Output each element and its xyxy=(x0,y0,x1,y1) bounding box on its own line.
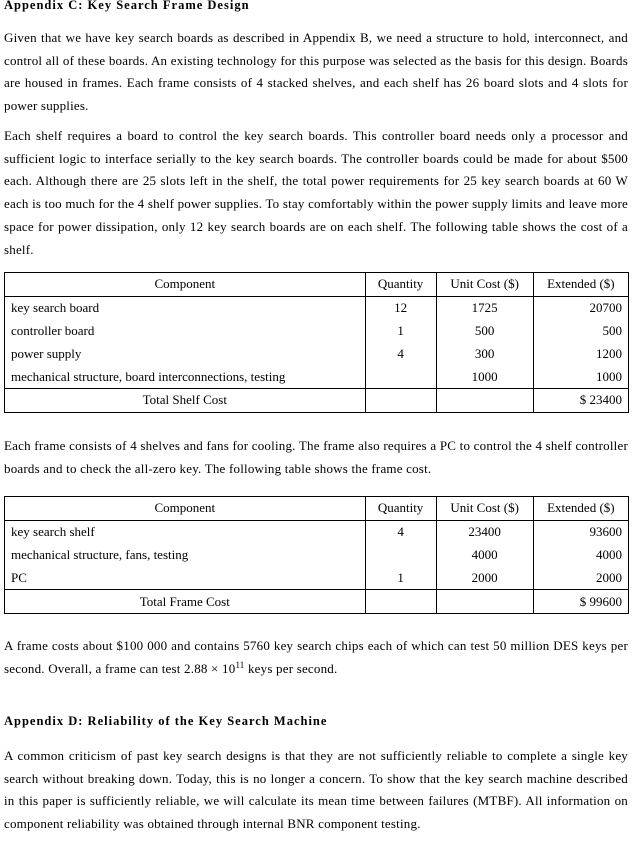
cell-unit-cost: 4000 xyxy=(436,544,533,567)
appendix-c-paragraph-3: Each frame consists of 4 shelves and fans for cooling. The frame also requires a PC to control the 4 shelf controller boards and to check the all-zero key. The following table shows the frame cost. xyxy=(4,438,628,476)
frame-cost-table xyxy=(4,496,629,614)
header-unit-cost: Unit Cost ($) xyxy=(436,497,533,521)
total-value: $ 23400 xyxy=(533,388,628,412)
cell-component: mechanical structure, fans, testing xyxy=(5,544,366,567)
appendix-c-paragraph-4 xyxy=(4,635,628,680)
appendix-d-heading: Appendix D: Reliability of the Key Search Machine xyxy=(4,714,328,728)
header-unit-cost: Unit Cost ($) xyxy=(436,273,533,297)
total-empty-cell xyxy=(436,590,533,614)
cell-quantity: 4 xyxy=(365,342,436,365)
table-row xyxy=(5,566,629,589)
table-total-row xyxy=(5,388,629,412)
cell-quantity: 4 xyxy=(365,520,436,543)
total-empty-cell xyxy=(436,388,533,412)
appendix-c-paragraph-2: Each shelf requires a board to control the key search boards. This controller board needs only a processor and sufficient logic to interface serially to the key search boards. The controller boards could be made for about $500 each. Although there are 25 slots left in the shelf, the total power requirements for 25 key search boards at 60 W each is too much for the 4 shelf power supplies. To stay comfortably within the power supply limits and leave more space for power dissipation, only 12 key search boards are on each shelf. The following table shows the cost of a shelf. xyxy=(4,128,628,257)
cell-extended: 1000 xyxy=(533,365,628,388)
header-extended: Extended ($) xyxy=(533,273,628,297)
cell-quantity xyxy=(365,544,436,567)
cell-quantity: 1 xyxy=(365,320,436,343)
cell-unit-cost: 1725 xyxy=(436,296,533,319)
table-row xyxy=(5,544,629,567)
header-component: Component xyxy=(5,273,366,297)
header-component: Component xyxy=(5,497,366,521)
table-header-row xyxy=(5,273,629,297)
cell-extended: 93600 xyxy=(533,520,628,543)
cell-quantity xyxy=(365,365,436,388)
cell-extended: 1200 xyxy=(533,342,628,365)
table-row xyxy=(5,296,629,319)
total-value: $ 99600 xyxy=(533,590,628,614)
frame-summary-text: A frame costs about $100 000 and contains 5760 key search chips each of which can test 50 million DES keys per second. Overall, a frame can test 2.88 × 10 xyxy=(4,638,628,676)
total-label: Total Shelf Cost xyxy=(5,388,366,412)
table-row xyxy=(5,520,629,543)
header-quantity: Quantity xyxy=(365,497,436,521)
appendix-c-heading: Appendix C: Key Search Frame Design xyxy=(4,0,250,12)
cell-component: key search board xyxy=(5,296,366,319)
cell-extended: 500 xyxy=(533,320,628,343)
cell-component: mechanical structure, board interconnections, testing xyxy=(5,365,366,388)
total-empty-cell xyxy=(365,388,436,412)
table-row xyxy=(5,320,629,343)
cell-unit-cost: 300 xyxy=(436,342,533,365)
cell-unit-cost: 23400 xyxy=(436,520,533,543)
cell-component: power supply xyxy=(5,342,366,365)
cell-extended: 20700 xyxy=(533,296,628,319)
total-label: Total Frame Cost xyxy=(5,590,366,614)
cell-extended: 4000 xyxy=(533,544,628,567)
cell-unit-cost: 500 xyxy=(436,320,533,343)
cell-component: controller board xyxy=(5,320,366,343)
table-row xyxy=(5,365,629,388)
shelf-cost-table xyxy=(4,272,629,413)
cell-quantity: 1 xyxy=(365,566,436,589)
cell-component: key search shelf xyxy=(5,520,366,543)
table-total-row xyxy=(5,590,629,614)
header-extended: Extended ($) xyxy=(533,497,628,521)
total-empty-cell xyxy=(365,590,436,614)
cell-unit-cost: 2000 xyxy=(436,566,533,589)
table-header-row xyxy=(5,497,629,521)
cell-component: PC xyxy=(5,566,366,589)
cell-extended: 2000 xyxy=(533,566,628,589)
frame-summary-text-end: keys per second. xyxy=(244,660,338,676)
appendix-c-paragraph-1: Given that we have key search boards as described in Appendix B, we need a structure to hold, interconnect, and control all of these boards. An existing technology for this purpose was selected as the basis for this design. Boards are housed in frames. Each frame consists of 4 stacked shelves, and each shelf has 26 board slots and 4 slots for power supplies. xyxy=(4,30,628,114)
exponent: 11 xyxy=(235,659,245,670)
table-row xyxy=(5,342,629,365)
cell-quantity: 12 xyxy=(365,296,436,319)
header-quantity: Quantity xyxy=(365,273,436,297)
cell-unit-cost: 1000 xyxy=(436,365,533,388)
appendix-d-paragraph-1: A common criticism of past key search designs is that they are not sufficiently reliable to complete a single key search without breaking down. Today, this is no longer a concern. To show that the key search machine described in this paper is sufficiently reliable, we will calculate its mean time between failures (MTBF). All information on component reliability was obtained through internal BNR component testing. xyxy=(4,748,628,832)
